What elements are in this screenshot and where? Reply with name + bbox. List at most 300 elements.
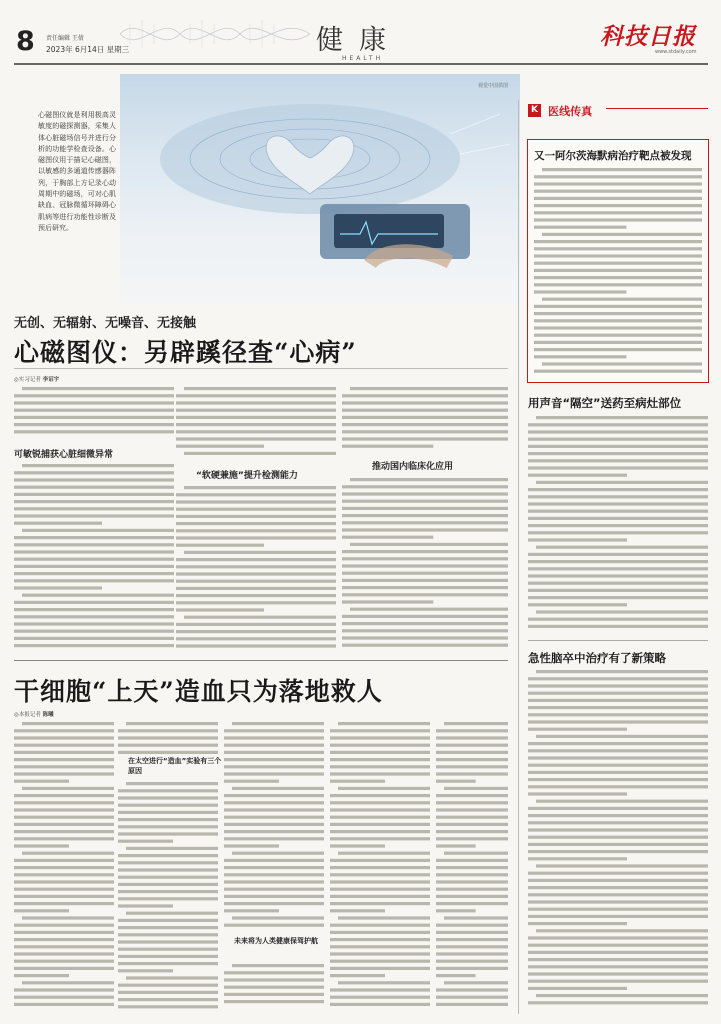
text-line — [184, 551, 336, 554]
text-line — [536, 481, 708, 484]
text-line — [342, 507, 508, 510]
text-line — [330, 1003, 430, 1006]
text-line — [342, 622, 508, 625]
text-line — [528, 618, 708, 621]
text-line — [14, 500, 174, 503]
text-line — [528, 944, 708, 947]
text-line — [118, 825, 218, 828]
text-line — [14, 772, 114, 775]
text-line — [22, 594, 174, 597]
text-line — [14, 751, 114, 754]
text-line — [176, 401, 336, 404]
text-line — [436, 924, 508, 927]
text-line — [14, 514, 174, 517]
text-line — [118, 998, 218, 1001]
text-line — [436, 751, 508, 754]
text-line — [118, 832, 218, 835]
text-line — [14, 601, 174, 604]
text-line — [528, 524, 708, 527]
text-line — [330, 758, 430, 761]
text-line — [330, 988, 430, 991]
text-line — [528, 893, 708, 896]
text-line — [118, 854, 218, 857]
text-line — [126, 782, 218, 785]
text-line — [436, 988, 508, 991]
text-line — [176, 508, 336, 511]
text-line — [330, 938, 430, 941]
text-line — [22, 981, 114, 984]
text-line — [436, 866, 508, 869]
text-line — [436, 808, 508, 811]
text-line — [118, 883, 218, 886]
text-line — [542, 298, 702, 301]
text-line — [528, 452, 708, 455]
text-line — [528, 517, 708, 520]
k-logo-icon: K — [528, 104, 541, 117]
text-line — [14, 507, 174, 510]
byline-name: 李诏宇 — [42, 377, 60, 383]
text-line — [342, 485, 508, 488]
main-subhead-1: 可敏锐捕获心脏细微异常 — [14, 450, 114, 460]
text-line — [534, 319, 702, 322]
text-line — [118, 729, 218, 732]
text-line — [14, 430, 174, 433]
section-divider — [14, 660, 508, 661]
text-line — [342, 636, 508, 639]
text-line — [176, 409, 336, 412]
text-line — [22, 464, 174, 467]
text-line — [436, 909, 476, 912]
text-line — [330, 909, 385, 912]
text-line — [534, 283, 702, 286]
text-line — [528, 531, 708, 534]
text-line — [330, 974, 385, 977]
second-col2-body-b — [118, 780, 218, 1012]
text-line — [436, 830, 508, 833]
text-line — [528, 872, 708, 875]
text-line — [534, 341, 702, 344]
text-line — [534, 226, 626, 229]
text-line — [14, 744, 114, 747]
text-line — [542, 362, 702, 365]
text-line — [232, 916, 324, 919]
text-line — [176, 430, 336, 433]
text-line — [224, 873, 324, 876]
text-line — [534, 290, 626, 293]
text-line — [330, 859, 430, 862]
text-line — [330, 744, 430, 747]
heart-scan-icon — [120, 74, 520, 304]
main-kicker: 无创、无辐射、无噪音、无接触 — [14, 316, 197, 331]
text-line — [528, 836, 708, 839]
text-line — [14, 608, 174, 611]
text-line — [126, 976, 218, 979]
text-line — [436, 938, 508, 941]
text-line — [436, 931, 508, 934]
text-line — [224, 859, 324, 862]
second-col5-body — [436, 720, 508, 1012]
text-line — [14, 880, 114, 883]
text-line — [118, 890, 218, 893]
text-line — [342, 514, 508, 517]
text-line — [176, 587, 336, 590]
text-line — [528, 423, 708, 426]
text-line — [342, 394, 508, 397]
text-line — [126, 722, 218, 725]
text-line — [528, 908, 708, 911]
text-line — [118, 984, 218, 987]
text-line — [342, 437, 508, 440]
text-line — [22, 852, 114, 855]
text-line — [224, 866, 324, 869]
text-line — [436, 902, 508, 905]
text-line — [118, 955, 218, 958]
text-line — [342, 600, 433, 603]
text-line — [338, 787, 430, 790]
text-line — [14, 837, 114, 840]
text-line — [118, 969, 173, 972]
text-line — [534, 182, 702, 185]
text-line — [232, 852, 324, 855]
main-col3-body-a — [342, 385, 508, 453]
text-line — [536, 735, 708, 738]
text-line — [176, 601, 336, 604]
text-line — [330, 945, 430, 948]
text-line — [436, 780, 476, 783]
text-line — [436, 837, 508, 840]
text-line — [528, 677, 708, 680]
text-line — [330, 830, 430, 833]
text-line — [224, 844, 279, 847]
text-line — [224, 902, 324, 905]
date-line: 2023年 6月14日 星期三 — [46, 45, 130, 54]
text-line — [118, 789, 218, 792]
text-line — [118, 948, 218, 951]
text-line — [330, 772, 430, 775]
text-line — [118, 919, 218, 922]
text-line — [14, 765, 114, 768]
text-line — [14, 394, 174, 397]
text-line — [176, 565, 336, 568]
text-line — [14, 644, 174, 647]
text-line — [176, 394, 336, 397]
text-line — [528, 430, 708, 433]
text-line — [176, 630, 336, 633]
text-line — [534, 348, 702, 351]
text-line — [342, 586, 508, 589]
second-col4-body — [330, 720, 430, 1012]
text-line — [14, 758, 114, 761]
text-line — [14, 736, 114, 739]
text-line — [224, 924, 324, 927]
text-line — [14, 401, 174, 404]
text-line — [536, 416, 708, 419]
text-line — [176, 558, 336, 561]
text-line — [528, 538, 627, 541]
text-line — [534, 218, 702, 221]
text-line — [224, 794, 324, 797]
text-line — [224, 909, 279, 912]
text-line — [528, 958, 708, 961]
brand-logo: 科技日报 — [600, 23, 696, 50]
text-line — [528, 965, 708, 968]
text-line — [14, 493, 174, 496]
second-subhead-1: 在太空进行“造血”实验有三个原因 — [128, 757, 222, 775]
text-line — [176, 644, 336, 647]
text-line — [14, 423, 174, 426]
text-line — [330, 952, 430, 955]
text-line — [330, 924, 430, 927]
text-line — [536, 610, 708, 613]
text-line — [118, 926, 218, 929]
text-line — [436, 758, 508, 761]
second-col2-body-a — [118, 720, 218, 756]
text-line — [534, 276, 702, 279]
text-line — [528, 828, 708, 831]
text-line — [528, 560, 708, 563]
text-line — [436, 844, 476, 847]
text-line — [118, 962, 218, 965]
text-line — [224, 772, 324, 775]
text-line — [436, 729, 508, 732]
text-line — [338, 852, 430, 855]
text-line — [176, 515, 336, 518]
text-line — [528, 553, 708, 556]
text-line — [184, 486, 336, 489]
text-line — [176, 423, 336, 426]
text-line — [338, 916, 430, 919]
text-line — [14, 550, 174, 553]
text-line — [224, 780, 279, 783]
text-line — [528, 922, 627, 925]
text-line — [14, 794, 114, 797]
main-col2-body-a — [176, 385, 336, 463]
text-line — [528, 466, 708, 469]
text-line — [528, 857, 627, 860]
text-line — [534, 305, 702, 308]
text-line — [342, 423, 508, 426]
text-line — [224, 751, 324, 754]
text-line — [330, 823, 430, 826]
text-line — [176, 608, 264, 611]
text-line — [528, 445, 708, 448]
text-line — [14, 579, 174, 582]
column-label-text: 医线传真 — [548, 104, 593, 118]
text-line — [350, 608, 508, 611]
text-line — [14, 960, 114, 963]
text-line — [528, 582, 708, 585]
text-line — [118, 751, 218, 754]
text-line — [118, 861, 218, 864]
text-line — [14, 859, 114, 862]
text-line — [224, 888, 324, 891]
text-line — [350, 387, 508, 390]
section-title-en: HEALTH — [342, 55, 384, 62]
masthead — [0, 0, 721, 62]
text-line — [330, 794, 430, 797]
text-line — [184, 387, 336, 390]
text-line — [342, 416, 508, 419]
text-line — [528, 459, 708, 462]
text-line — [342, 430, 508, 433]
text-line — [14, 416, 174, 419]
text-line — [176, 594, 336, 597]
text-line — [536, 546, 708, 549]
text-line — [536, 864, 708, 867]
text-line — [176, 500, 336, 503]
text-line — [444, 981, 508, 984]
text-line — [436, 744, 508, 747]
text-line — [14, 808, 114, 811]
text-line — [528, 814, 708, 817]
text-line — [534, 247, 702, 250]
text-line — [224, 729, 324, 732]
text-line — [342, 615, 508, 618]
text-line — [342, 409, 508, 412]
text-line — [14, 471, 174, 474]
text-line — [436, 974, 476, 977]
text-line — [22, 387, 174, 390]
text-line — [342, 401, 508, 404]
text-line — [118, 876, 218, 879]
main-byline: ◎实习记者 李诏宇 — [14, 377, 60, 383]
text-line — [330, 902, 430, 905]
text-line — [342, 445, 433, 448]
text-line — [528, 972, 708, 975]
text-line — [14, 801, 114, 804]
text-line — [534, 254, 702, 257]
text-line — [224, 765, 324, 768]
sidebar-column-label — [528, 100, 708, 118]
text-line — [436, 960, 508, 963]
text-line — [528, 792, 627, 795]
text-line — [534, 197, 702, 200]
text-line — [22, 787, 114, 790]
text-line — [224, 978, 324, 981]
text-line — [118, 804, 218, 807]
text-line — [224, 895, 324, 898]
text-line — [14, 938, 114, 941]
text-line — [224, 880, 324, 883]
text-line — [528, 699, 708, 702]
text-line — [350, 543, 508, 546]
text-line — [118, 904, 173, 907]
text-line — [330, 765, 430, 768]
text-line — [118, 1005, 218, 1008]
text-line — [542, 233, 702, 236]
text-line — [528, 720, 708, 723]
text-line — [118, 818, 218, 821]
text-line — [14, 866, 114, 869]
text-line — [536, 800, 708, 803]
text-line — [330, 880, 430, 883]
text-line — [184, 452, 336, 455]
text-line — [436, 996, 508, 999]
text-line — [436, 765, 508, 768]
text-line — [14, 729, 114, 732]
text-line — [176, 536, 336, 539]
text-line — [176, 445, 264, 448]
main-subhead-2: “软硬兼施”提升检测能力 — [196, 471, 298, 481]
text-line — [528, 574, 708, 577]
text-line — [176, 580, 336, 583]
text-line — [342, 528, 508, 531]
text-line — [342, 572, 508, 575]
text-line — [176, 637, 336, 640]
text-line — [528, 474, 627, 477]
text-line — [126, 912, 218, 915]
text-line — [528, 980, 708, 983]
text-line — [14, 902, 114, 905]
text-line — [22, 916, 114, 919]
text-line — [330, 736, 430, 739]
sidebar-rule — [518, 100, 519, 1014]
text-line — [224, 816, 324, 819]
second-byline: ◎本报记者 陈曦 — [14, 712, 54, 718]
text-line — [330, 960, 430, 963]
hero-lead-paragraph: 心磁图仪就是利用极高灵敏度的磁探测器，采集人体心脏磁场信号并进行分析的功能学检查设备。心磁图仪用于描记心磁图，以敏感的多通道传感器阵列，于胸部上方记录心动周期中的磁场，可对心肌缺血、冠脉微循环障碍心肌病等进行功能性诊断及预后研究。 — [38, 111, 116, 232]
text-line — [528, 879, 708, 882]
dna-icon — [120, 6, 310, 62]
text-line — [528, 778, 708, 781]
text-line — [224, 971, 324, 974]
text-line — [436, 880, 508, 883]
text-line — [444, 916, 508, 919]
text-line — [224, 801, 324, 804]
text-line — [528, 596, 708, 599]
text-line — [542, 168, 702, 171]
box-headline: 又一阿尔茨海默病治疗靶点被发现 — [534, 150, 692, 162]
text-line — [528, 603, 627, 606]
text-line — [14, 622, 174, 625]
site-url: www.stdaily.com — [655, 49, 697, 55]
masthead-rule — [14, 63, 708, 65]
byline-name: 陈曦 — [42, 712, 54, 718]
text-line — [436, 888, 508, 891]
text-line — [534, 269, 702, 272]
text-line — [184, 616, 336, 619]
text-line — [528, 742, 708, 745]
text-line — [14, 931, 114, 934]
text-line — [14, 924, 114, 927]
text-line — [342, 557, 508, 560]
text-line — [436, 952, 508, 955]
text-line — [14, 844, 69, 847]
text-line — [330, 801, 430, 804]
text-line — [528, 438, 708, 441]
text-line — [176, 544, 264, 547]
text-line — [22, 722, 114, 725]
text-line — [118, 744, 218, 747]
text-line — [14, 478, 174, 481]
text-line — [176, 572, 336, 575]
main-col1-body-a — [14, 385, 174, 442]
text-line — [528, 785, 708, 788]
text-line — [118, 868, 218, 871]
second-col3-body-a — [224, 720, 324, 932]
text-line — [330, 808, 430, 811]
second-col3-body-b — [224, 962, 324, 1012]
text-line — [436, 772, 508, 775]
text-line — [14, 952, 114, 955]
text-line — [528, 706, 708, 709]
text-line — [436, 801, 508, 804]
text-line — [528, 951, 708, 954]
text-line — [330, 837, 430, 840]
text-line — [342, 644, 508, 647]
text-line — [330, 888, 430, 891]
text-line — [528, 1001, 708, 1004]
